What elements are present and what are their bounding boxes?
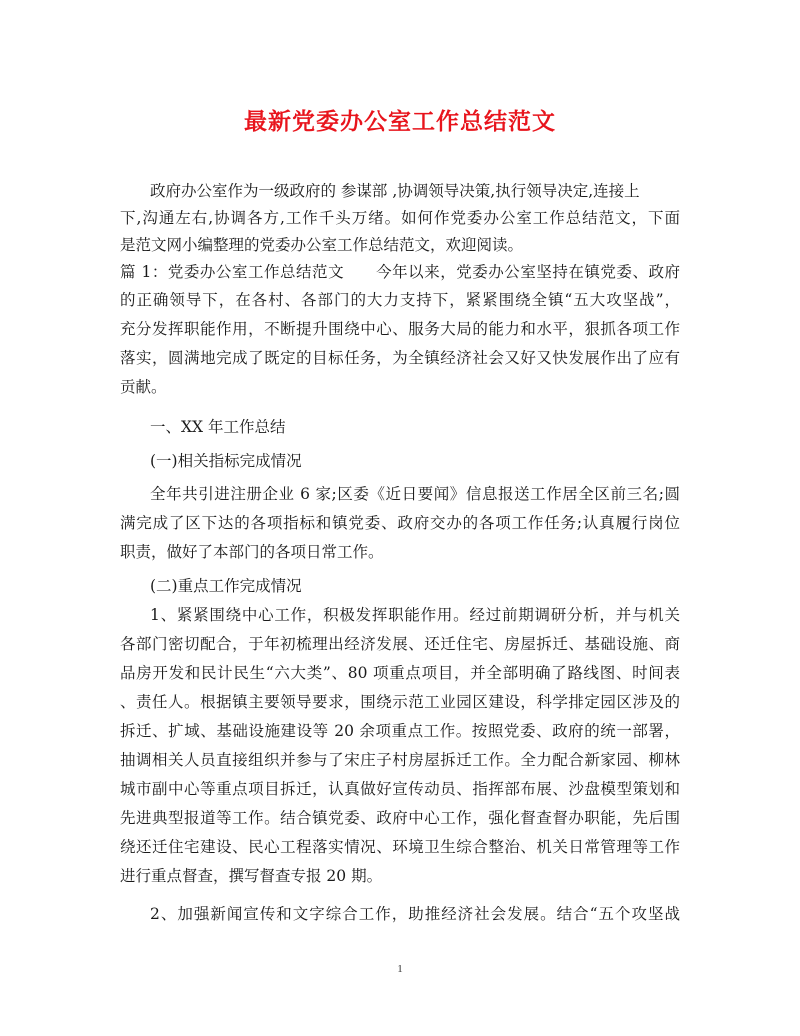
subsection-heading: (一)相关指标完成情况 bbox=[150, 452, 302, 470]
text-line: 绕还迁住宅建设、民心工程落实情况、环境卫生综合整治、机关日常管理等工作 bbox=[120, 838, 680, 856]
text-line: 1、紧紧围绕中心工作，积极发挥职能作用。经过前期调研分析，并与机关 bbox=[150, 606, 680, 624]
text-line: 满完成了区下达的各项指标和镇党委、政府交办的各项工作任务;认真履行岗位 bbox=[120, 514, 680, 532]
text-line: 2、加强新闻宣传和文字综合工作，助推经济社会发展。结合“五个攻坚战 bbox=[150, 905, 680, 923]
text-line: 是范文网小编整理的党委办公室工作总结范文，欢迎阅读。 bbox=[120, 236, 524, 254]
text-line: 城市副中心等重点项目拆迁，认真做好宣传动员、指挥部布展、沙盘模型策划和 bbox=[120, 780, 680, 798]
subsection-heading: (二)重点工作完成情况 bbox=[150, 577, 302, 595]
text-line: 品房开发和民计民生“六大类”、80 项重点项目，并全部明确了路线图、时间表 bbox=[120, 664, 680, 682]
text-line: 先进典型报道等工作。结合镇党委、政府中心工作，强化督查督办职能，先后围 bbox=[120, 809, 680, 827]
page-number: 1 bbox=[397, 963, 403, 975]
text-line: 进行重点督查，撰写督查专报 20 期。 bbox=[120, 867, 383, 885]
text-line: 政府办公室作为一级政府的 参谋部 ,协调领导决策,执行领导决定,连接上 bbox=[150, 182, 640, 200]
text-line: 抽调相关人员直接组织并参与了宋庄子村房屋拆迁工作。全力配合新家园、柳林 bbox=[120, 751, 680, 769]
text-line: 职责，做好了本部门的各项日常工作。 bbox=[120, 543, 384, 561]
text-line: 充分发挥职能作用，不断提升围绕中心、服务大局的能力和水平，狠抓各项工作 bbox=[120, 320, 680, 338]
text-line: 落实，圆满地完成了既定的目标任务，为全镇经济社会又好又快发展作出了应有 bbox=[120, 349, 680, 367]
section-heading: 一、XX 年工作总结 bbox=[150, 418, 286, 436]
text-line: 下,沟通左右,协调各方,工作千头万绪。如何作党委办公室工作总结范文，下面 bbox=[120, 209, 680, 227]
text-line: 拆迁、扩域、基础设施建设等 20 余项重点工作。按照党委、政府的统一部署， bbox=[120, 722, 680, 740]
text-line: 篇 1：党委办公室工作总结范文 今年以来，党委办公室坚持在镇党委、政府 bbox=[120, 263, 680, 281]
text-line: 、责任人。根据镇主要领导要求，围绕示范工业园区建设，科学排定园区涉及的 bbox=[120, 693, 680, 711]
text-line: 各部门密切配合，于年初梳理出经济发展、还迁住宅、房屋拆迁、基础设施、商 bbox=[120, 635, 680, 653]
document-title: 最新党委办公室工作总结范文 bbox=[244, 108, 556, 135]
text-line: 贡献。 bbox=[120, 378, 167, 396]
text-line: 全年共引进注册企业 6 家;区委《近日要闻》信息报送工作居全区前三名;圆 bbox=[150, 485, 680, 503]
text-line: 的正确领导下，在各村、各部门的大力支持下，紧紧围绕全镇“五大攻坚战”， bbox=[120, 291, 680, 309]
